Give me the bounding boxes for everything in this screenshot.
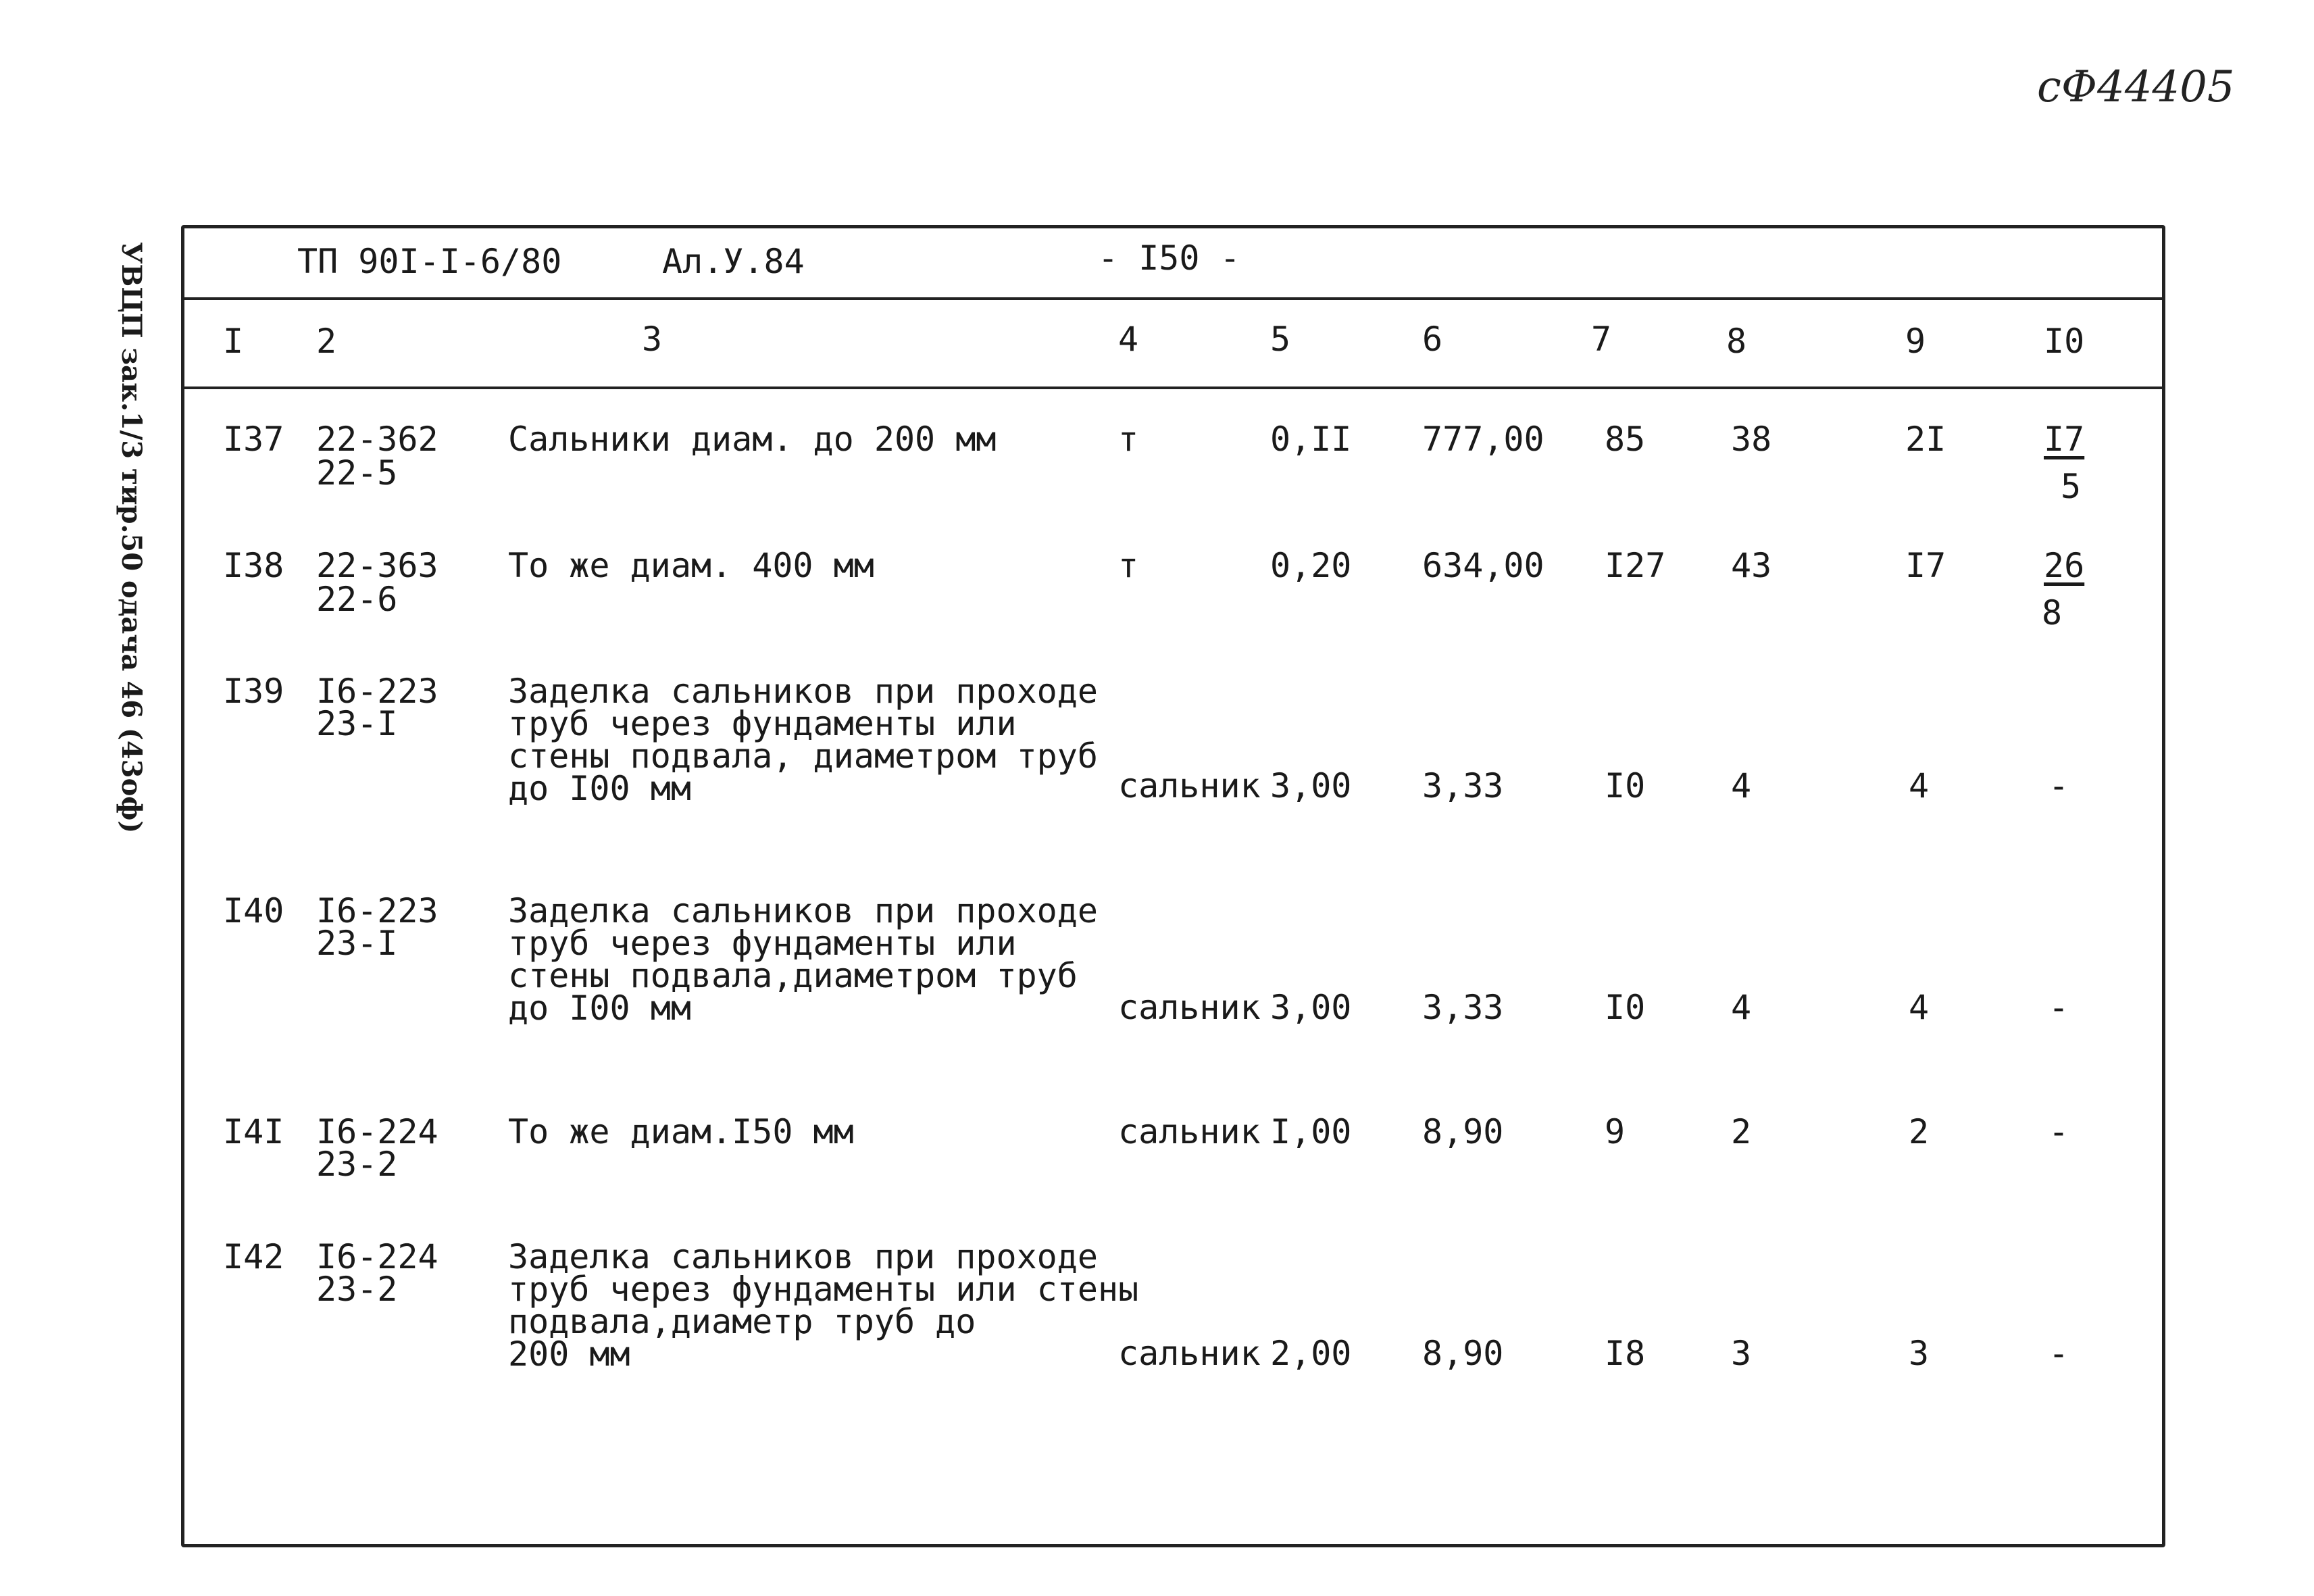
work-description: труб через фундаменты или bbox=[508, 704, 1017, 743]
col10-value: - bbox=[2048, 1112, 2069, 1151]
rate-code: 22-5 bbox=[316, 453, 398, 493]
col9-value: 2I bbox=[1905, 420, 1946, 459]
work-description: до I00 мм bbox=[508, 769, 691, 808]
archive-code: сФ44405 bbox=[2037, 62, 2235, 112]
work-description: труб через фундаменты или bbox=[508, 924, 1017, 963]
col9-value: 4 bbox=[1909, 766, 1930, 805]
work-description: Сальники диам. до 200 мм bbox=[508, 420, 997, 459]
col7-value: I8 bbox=[1605, 1334, 1646, 1373]
column-header-8: 8 bbox=[1726, 322, 1747, 361]
unit-price: 777,00 bbox=[1422, 420, 1544, 459]
unit-price: 3,33 bbox=[1422, 988, 1504, 1027]
work-description: труб через фундаменты или стены bbox=[508, 1270, 1139, 1309]
rate-code: I6-223 bbox=[316, 672, 438, 711]
col7-value: I27 bbox=[1605, 546, 1666, 585]
document-code: ТП 90I-I-6/80 bbox=[297, 242, 562, 281]
row-number: I4I bbox=[223, 1112, 284, 1151]
col9-value: 4 bbox=[1909, 988, 1930, 1027]
work-description: Заделка сальников при проходе bbox=[508, 672, 1098, 711]
work-description: Заделка сальников при проходе bbox=[508, 891, 1098, 930]
col10-denominator: 5 bbox=[2061, 467, 2082, 506]
col7-value: I0 bbox=[1605, 766, 1646, 805]
unit-price: 3,33 bbox=[1422, 766, 1504, 805]
unit-price: 8,90 bbox=[1422, 1334, 1504, 1373]
quantity: 0,20 bbox=[1270, 546, 1352, 585]
unit: сальник bbox=[1118, 766, 1261, 805]
rate-code: I6-224 bbox=[316, 1112, 438, 1151]
col8-value: 4 bbox=[1731, 766, 1752, 805]
quantity: 2,00 bbox=[1270, 1334, 1352, 1373]
row-number: I37 bbox=[223, 420, 284, 459]
work-description: То же диам. 400 мм bbox=[508, 546, 874, 585]
unit: сальник bbox=[1118, 1334, 1261, 1373]
col7-value: 85 bbox=[1605, 420, 1646, 459]
row-number: I40 bbox=[223, 891, 284, 930]
column-header-3: 3 bbox=[642, 320, 663, 359]
col7-value: I0 bbox=[1605, 988, 1646, 1027]
margin-stamp-note: УВЦП зак.1/3 тир.50 одача 46 (43оф) bbox=[116, 242, 147, 834]
rate-code: 22-362 bbox=[316, 420, 438, 459]
quantity: 3,00 bbox=[1270, 988, 1352, 1027]
column-header-10: I0 bbox=[2044, 322, 2085, 361]
work-description: стены подвала,диаметром труб bbox=[508, 956, 1078, 995]
col10-value: - bbox=[2048, 1334, 2069, 1373]
rate-code: 22-363 bbox=[316, 546, 438, 585]
rate-code: 23-I bbox=[316, 924, 398, 963]
col10-numerator: I7 bbox=[2044, 420, 2085, 459]
unit: т bbox=[1118, 546, 1139, 585]
work-description: Заделка сальников при проходе bbox=[508, 1237, 1098, 1276]
work-description: 200 мм bbox=[508, 1335, 630, 1374]
col9-value: I7 bbox=[1905, 546, 1946, 585]
unit-price: 8,90 bbox=[1422, 1112, 1504, 1151]
quantity: 3,00 bbox=[1270, 766, 1352, 805]
row-number: I38 bbox=[223, 546, 284, 585]
col10-value: - bbox=[2048, 766, 2069, 805]
col9-value: 3 bbox=[1909, 1334, 1930, 1373]
col10-value: - bbox=[2048, 988, 2069, 1027]
quantity: I,00 bbox=[1270, 1112, 1352, 1151]
col9-value: 2 bbox=[1909, 1112, 1930, 1151]
work-description: стены подвала, диаметром труб bbox=[508, 737, 1098, 776]
column-header-9: 9 bbox=[1905, 322, 1926, 361]
unit: сальник bbox=[1118, 1112, 1261, 1151]
rate-code: 22-6 bbox=[316, 580, 398, 619]
column-header-5: 5 bbox=[1270, 320, 1291, 359]
quantity: 0,II bbox=[1270, 420, 1352, 459]
work-description: до I00 мм bbox=[508, 989, 691, 1028]
column-header-6: 6 bbox=[1422, 320, 1443, 359]
col8-value: 4 bbox=[1731, 988, 1752, 1027]
column-header-7: 7 bbox=[1591, 320, 1612, 359]
column-header-1: I bbox=[223, 322, 244, 361]
rate-code: I6-224 bbox=[316, 1237, 438, 1276]
col8-value: 3 bbox=[1731, 1334, 1752, 1373]
page-number: - I50 - bbox=[1098, 239, 1240, 278]
col10-numerator: 26 bbox=[2044, 546, 2085, 585]
row-number: I42 bbox=[223, 1237, 284, 1276]
col7-value: 9 bbox=[1605, 1112, 1626, 1151]
unit-price: 634,00 bbox=[1422, 546, 1544, 585]
rate-code: 23-I bbox=[316, 704, 398, 743]
header-divider bbox=[181, 297, 2165, 300]
work-description: То же диам.I50 мм bbox=[508, 1112, 854, 1151]
unit: т bbox=[1118, 420, 1139, 459]
column-header-2: 2 bbox=[316, 322, 337, 361]
col8-value: 43 bbox=[1731, 546, 1772, 585]
column-header-divider bbox=[181, 386, 2165, 389]
unit: сальник bbox=[1118, 988, 1261, 1027]
rate-code: 23-2 bbox=[316, 1145, 398, 1184]
work-description: подвала,диаметр труб до bbox=[508, 1302, 976, 1341]
rate-code: I6-223 bbox=[316, 891, 438, 930]
rate-code: 23-2 bbox=[316, 1270, 398, 1309]
col10-denominator: 8 bbox=[2042, 593, 2063, 632]
column-header-4: 4 bbox=[1118, 320, 1139, 359]
row-number: I39 bbox=[223, 672, 284, 711]
album-number: Ал.У.84 bbox=[662, 242, 805, 281]
col8-value: 2 bbox=[1731, 1112, 1752, 1151]
col8-value: 38 bbox=[1731, 420, 1772, 459]
